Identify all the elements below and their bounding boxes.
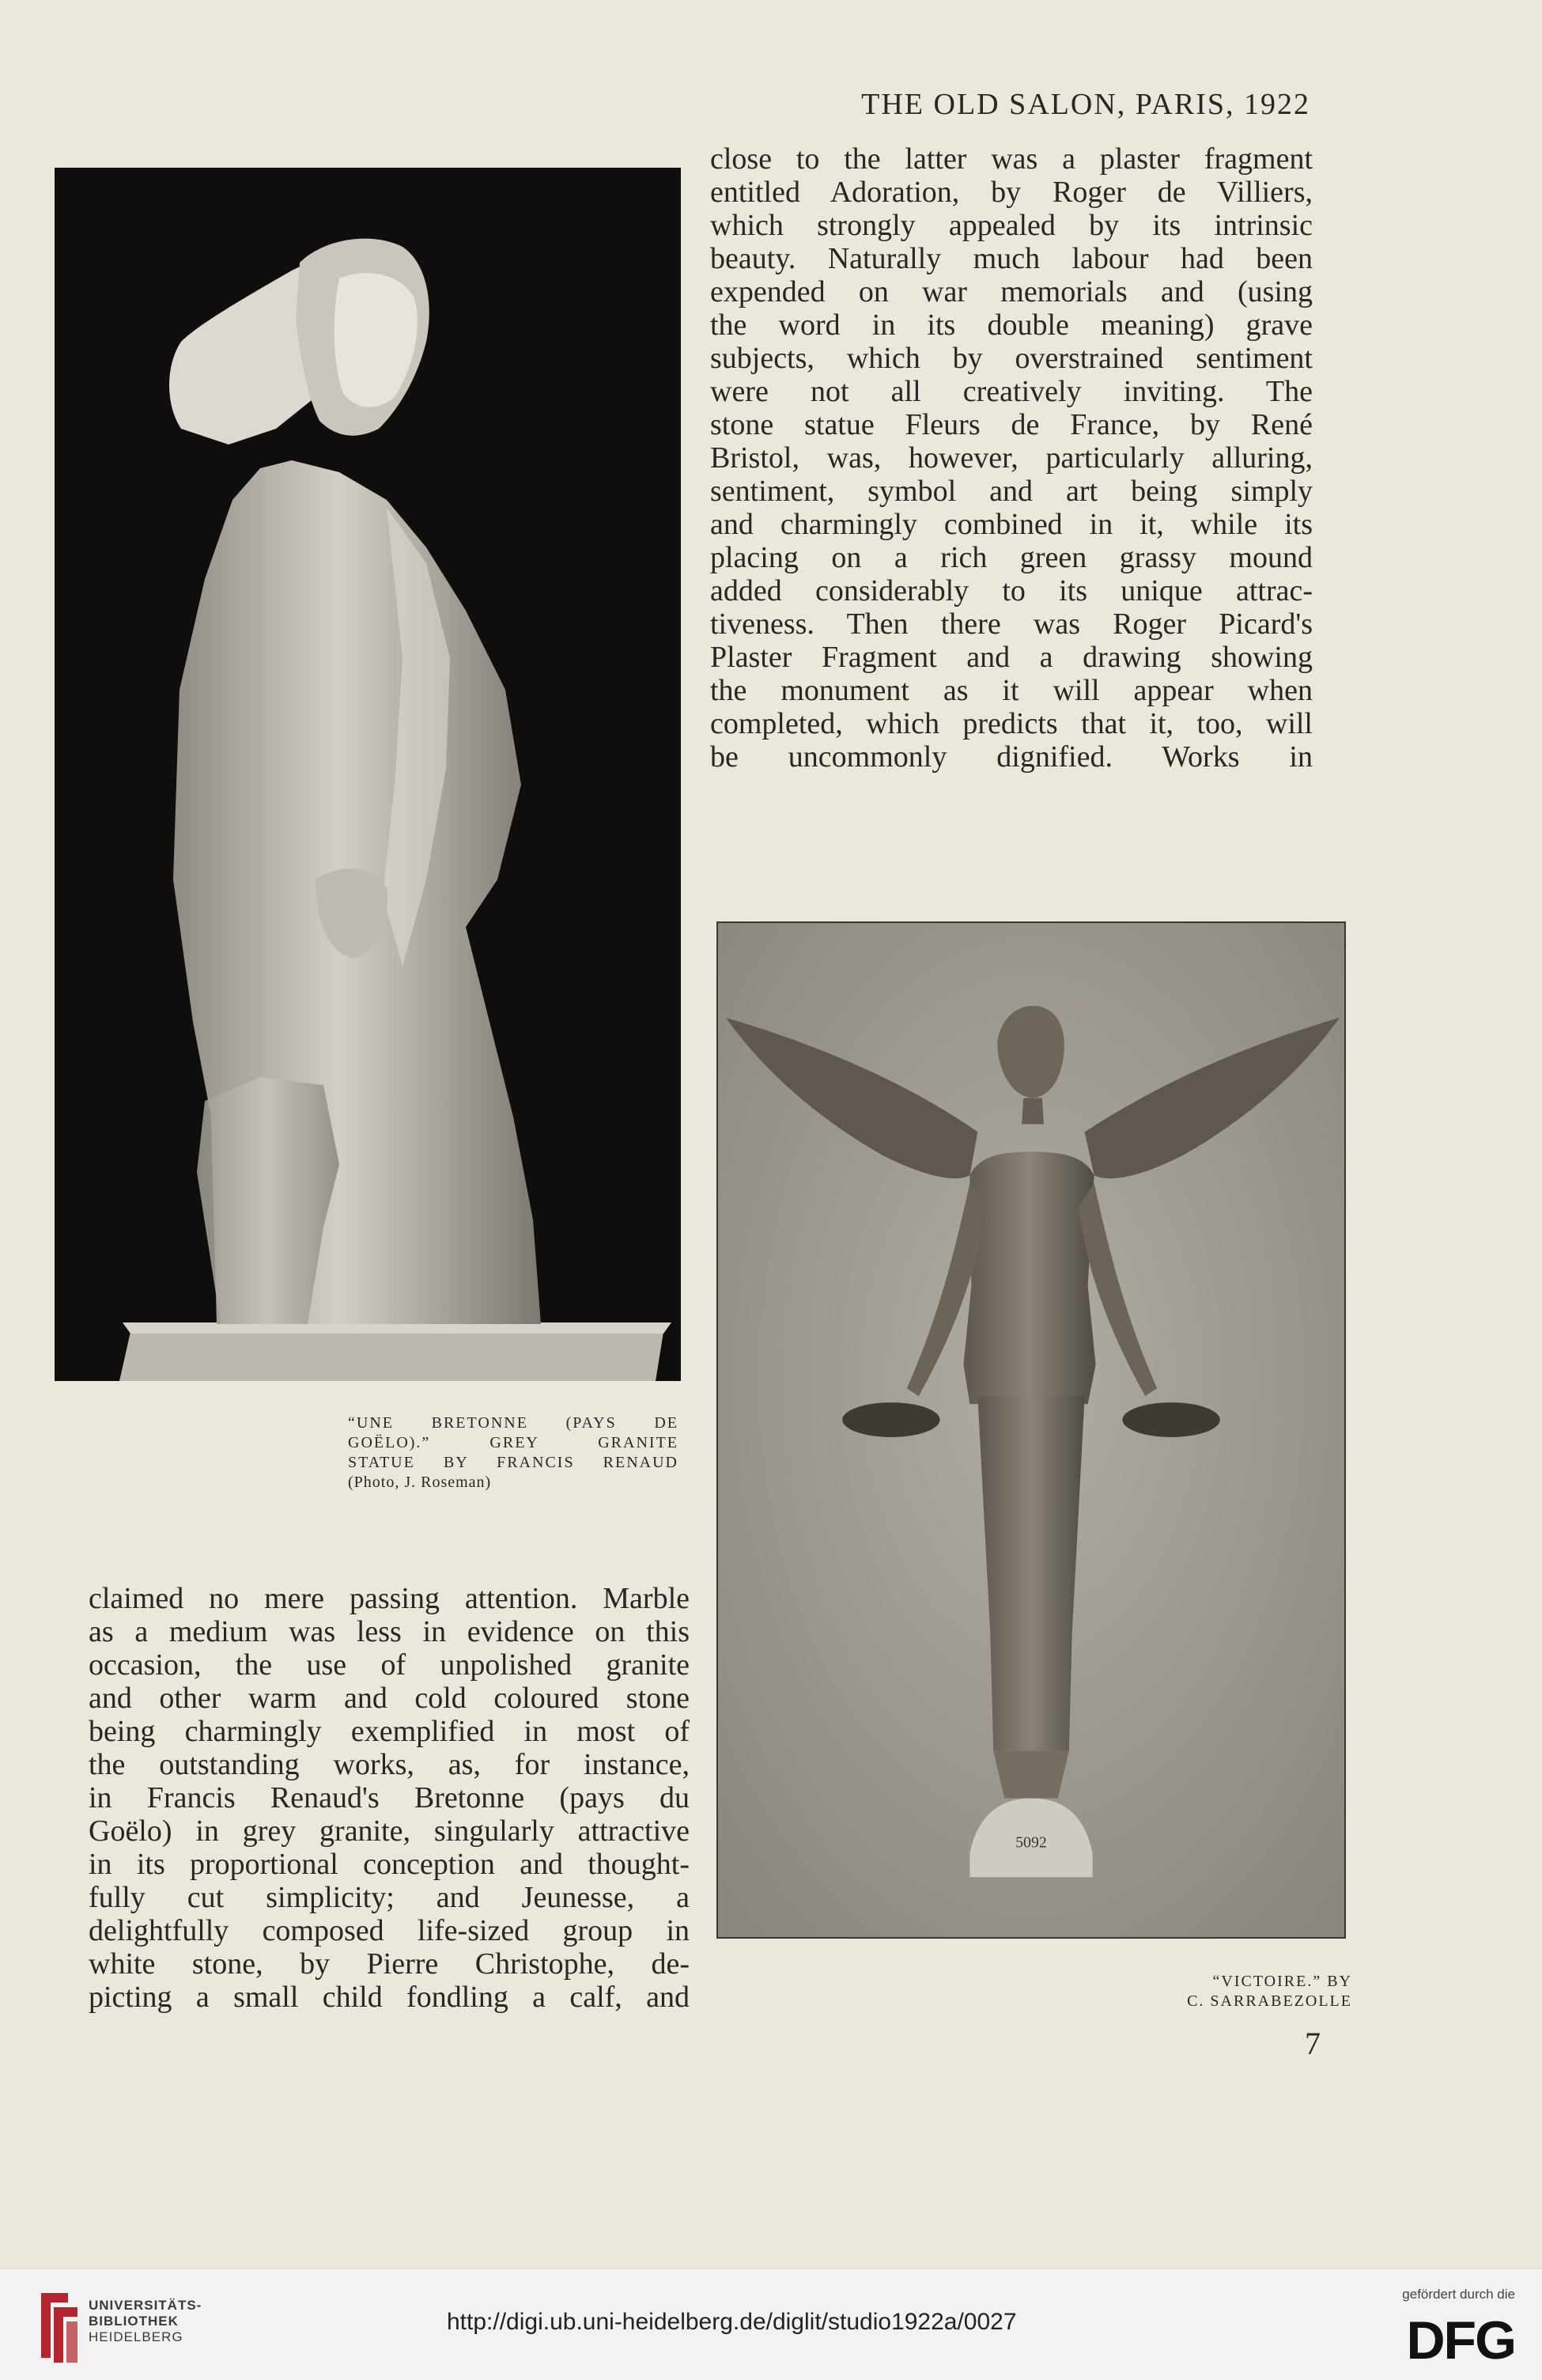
- permalink-url-link[interactable]: http://digi.ub.uni-heidelberg.de/diglit/studio1922a/0027: [447, 2309, 1017, 2335]
- library-name-line: HEIDELBERG: [89, 2329, 183, 2344]
- photo-credit: (Photo, J. Roseman): [348, 1474, 492, 1491]
- funder-label: gefördert durch die: [1402, 2287, 1515, 2302]
- text-line: picting a small child fondling a calf, and: [89, 1981, 690, 2014]
- caption-line: STATUE BY FRANCIS RENAUD: [348, 1454, 678, 1471]
- photo-victoire-statue: [716, 921, 1346, 1939]
- text-line: white stone, by Pierre Christophe, de-: [89, 1947, 690, 1981]
- text-line: sentiment, symbol and art being simply: [710, 475, 1313, 508]
- viewer-footer: [0, 2268, 1542, 2380]
- caption-une-bretonne: [348, 1413, 678, 1493]
- caption-line: GOËLO).” GREY GRANITE: [348, 1434, 678, 1451]
- text-line: as a medium was less in evidence on this: [89, 1615, 690, 1648]
- victoire-statue-illustration: [718, 923, 1344, 1937]
- caption-victoire: [1153, 1972, 1352, 2011]
- text-line: entitled Adoration, by Roger de Villiers,: [710, 176, 1313, 209]
- text-line: fully cut simplicity; and Jeunesse, a: [89, 1881, 690, 1914]
- text-line: Goëlo) in grey granite, singularly attractive: [89, 1814, 690, 1848]
- text-line: be uncommonly dignified. Works in: [710, 740, 1313, 774]
- text-line: and other warm and cold coloured stone: [89, 1682, 690, 1715]
- photo-une-bretonne-statue: [55, 168, 681, 1381]
- bretonne-statue-illustration: [55, 168, 681, 1381]
- library-name-line: BIBLIOTHEK: [89, 2314, 179, 2329]
- text-line: close to the latter was a plaster fragment: [710, 142, 1313, 176]
- text-line: beauty. Naturally much labour had been: [710, 242, 1313, 275]
- text-line: in its proportional conception and thought-: [89, 1848, 690, 1881]
- text-line: placing on a rich green grassy mound: [710, 541, 1313, 574]
- caption-line: “VICTOIRE.” BY: [1212, 1973, 1352, 1990]
- text-line: Plaster Fragment and a drawing showing: [710, 641, 1313, 674]
- dfg-logo: DFG: [1406, 2310, 1515, 2371]
- text-line: expended on war memorials and (using: [710, 275, 1313, 308]
- right-text-column: [710, 142, 1313, 774]
- text-line: occasion, the use of unpolished granite: [89, 1648, 690, 1682]
- text-line: the word in its double meaning) grave: [710, 308, 1313, 342]
- text-line: and charmingly combined in it, while its: [710, 508, 1313, 541]
- text-line: Bristol, was, however, particularly alluring,: [710, 441, 1313, 475]
- text-line: added considerably to its unique attrac-: [710, 574, 1313, 607]
- text-line: were not all creatively inviting. The: [710, 375, 1313, 408]
- text-line: stone statue Fleurs de France, by René: [710, 408, 1313, 441]
- page-number: 7: [1305, 2026, 1321, 2061]
- text-line: subjects, which by overstrained sentiment: [710, 342, 1313, 375]
- text-line: tiveness. Then there was Roger Picard's: [710, 607, 1313, 641]
- text-line: the monument as it will appear when: [710, 674, 1313, 707]
- text-line: in Francis Renaud's Bretonne (pays du: [89, 1781, 690, 1814]
- text-line: which strongly appealed by its intrinsic: [710, 209, 1313, 242]
- running-head: THE OLD SALON, PARIS, 1922: [861, 88, 1310, 121]
- left-text-column: [89, 1582, 690, 2014]
- text-line: completed, which predicts that it, too, will: [710, 707, 1313, 740]
- plinth-number: 5092: [1015, 1833, 1047, 1852]
- library-name-line: UNIVERSITÄTS-: [89, 2298, 202, 2313]
- text-line: delightfully composed life-sized group in: [89, 1914, 690, 1947]
- text-line: the outstanding works, as, for instance,: [89, 1748, 690, 1781]
- text-line: claimed no mere passing attention. Marble: [89, 1582, 690, 1615]
- caption-line: C. SARRABEZOLLE: [1187, 1992, 1352, 2010]
- library-name: [89, 2298, 202, 2345]
- text-line: being charmingly exemplified in most of: [89, 1715, 690, 1748]
- library-logo-icon: [36, 2287, 82, 2366]
- caption-line: “UNE BRETONNE (PAYS DE: [348, 1414, 678, 1432]
